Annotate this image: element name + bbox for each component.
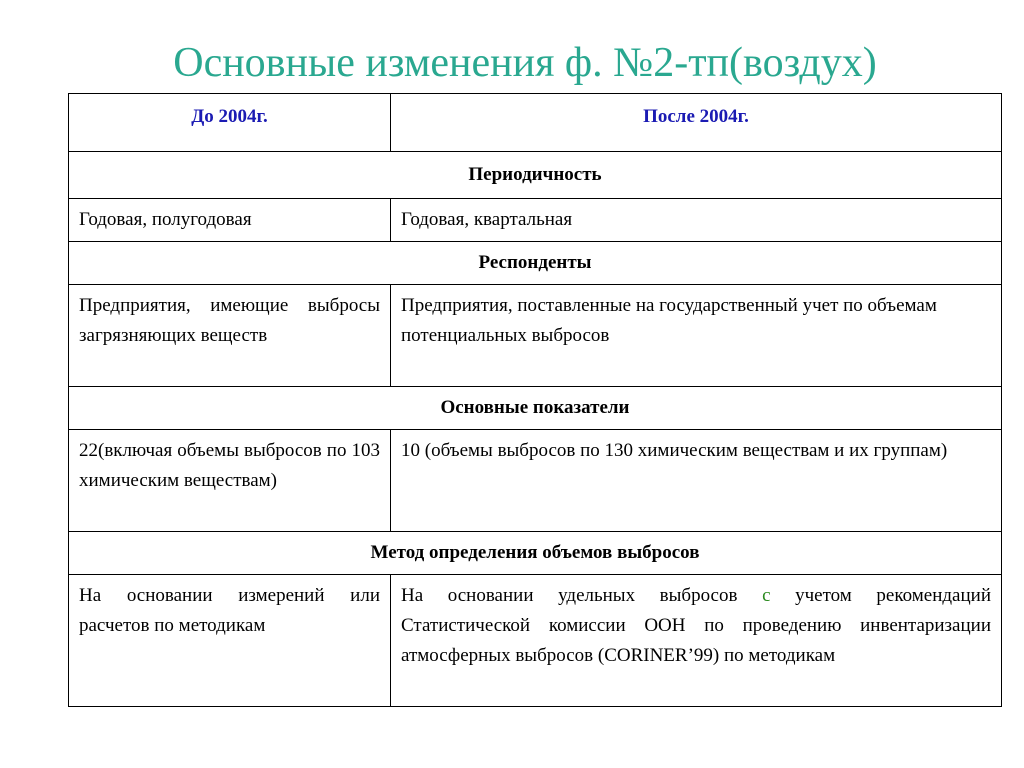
section-title-respondents: Респонденты — [478, 252, 592, 273]
header-before: До 2004г. — [191, 106, 268, 127]
section-title-periodicity: Периодичность — [468, 164, 602, 185]
indicators-before: 22(включая объемы выбросов по 103 химическим веществам) — [79, 440, 380, 491]
method-after-part2: учетом рекомендаций Статистической комиссии ООН по проведению инвентаризации атмосферных выбросов (CORINER’99) по методикам — [401, 585, 991, 666]
section-row-periodicity — [69, 152, 1002, 199]
method-after-highlight: с — [762, 585, 771, 606]
method-before: На основании измерений или расчетов по методикам — [79, 585, 380, 636]
comparison-table — [68, 93, 1002, 707]
section-row-method — [69, 532, 1002, 575]
respondents-before: Предприятия, имеющие выбросы загрязняющих веществ — [79, 295, 380, 346]
respondents-after: Предприятия, поставленные на государственный учет по объемам потенциальных выбросов — [401, 295, 937, 346]
header-before-cell — [69, 94, 391, 152]
table-row — [69, 285, 1002, 387]
section-row-respondents — [69, 242, 1002, 285]
indicators-after: 10 (объемы выбросов по 130 химическим веществам и их группам) — [401, 440, 948, 461]
section-title-indicators: Основные показатели — [440, 397, 630, 418]
method-after-part1: На основании удельных выбросов — [401, 585, 738, 606]
method-after — [391, 575, 1001, 677]
periodicity-before: Годовая, полугодовая — [79, 209, 252, 230]
header-after: После 2004г. — [643, 106, 749, 127]
periodicity-after: Годовая, квартальная — [401, 209, 573, 230]
section-title-method: Метод определения объемов выбросов — [370, 542, 700, 563]
page-title: Основные изменения ф. №2-тп(воздух) — [173, 40, 877, 86]
header-after-cell — [391, 94, 1002, 152]
header-row — [69, 94, 1002, 152]
table-row — [69, 199, 1002, 242]
table-row — [69, 430, 1002, 532]
section-row-indicators — [69, 387, 1002, 430]
table-row — [69, 575, 1002, 707]
